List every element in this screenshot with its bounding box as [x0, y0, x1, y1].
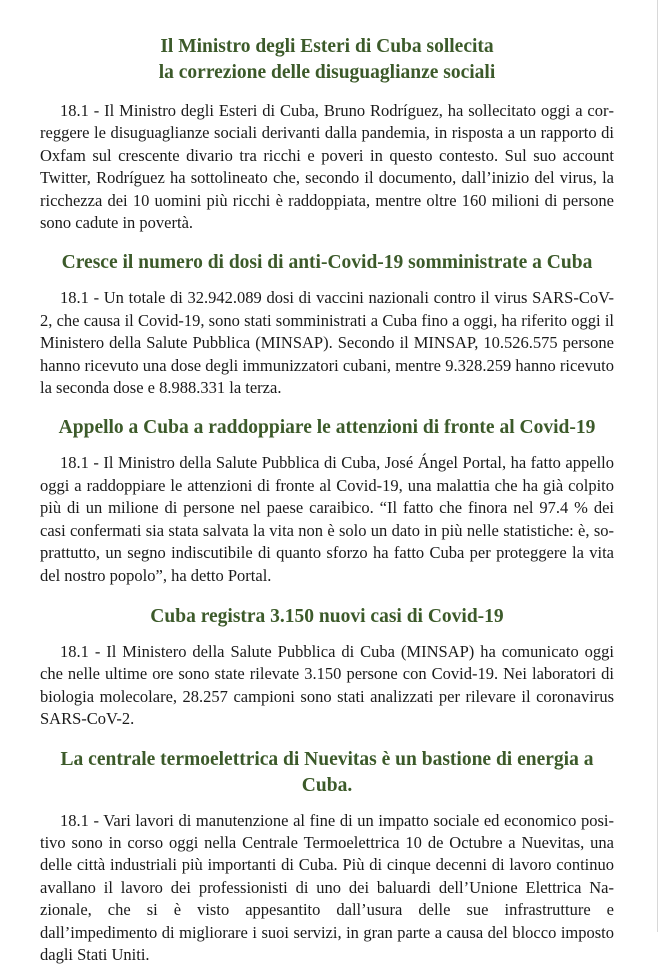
- headline-line: Il Ministro degli Esteri di Cuba sollecita: [160, 36, 494, 57]
- article-covid-appeal: [40, 415, 614, 586]
- article-vaccine-doses: [40, 250, 614, 399]
- article-headline: [40, 747, 614, 799]
- article-nuevitas-plant: [40, 747, 614, 966]
- headline-line: Appello a Cuba a raddoppiare le attenzioni di fronte al Covid-19: [58, 417, 596, 439]
- headline-line: la correzione delle disuguaglianze sociali: [158, 62, 496, 83]
- article-headline: [40, 604, 614, 630]
- headline-line: La centrale termoelettrica di Nuevitas è un bastione di energia a Cuba.: [60, 748, 594, 796]
- article-new-cases: [40, 604, 614, 731]
- headline-line: Cuba registra 3.150 nuovi casi di Covid-19: [150, 605, 504, 627]
- page-edge-rule: [657, 0, 658, 932]
- article-body: 18.1 - Il Ministro degli Esteri di Cuba, Bruno Rodríguez, ha sollecitato oggi a correggere le disuguaglianze sociali derivanti dalla pandemia, in risposta a un rapporto di Oxfam sul crescente divario tra ricchi e poveri in questo contesto. Sul suo account Twitter, Rodríguez ha sottolineato che, secondo il documento, dall’inizio del virus, la ricchezza dei 10 uomini più ricchi è raddoppiata, mentre oltre 160 milioni di persone sono cadute in povertà.: [40, 101, 614, 233]
- article-headline: [40, 415, 614, 441]
- article-foreign-minister: [40, 34, 614, 234]
- article-headline: [40, 250, 614, 276]
- article-headline: [40, 34, 614, 86]
- headline-line: Cresce il numero di dosi di anti-Covid-19 somministrate a Cuba: [61, 252, 593, 274]
- article-body: 18.1 - Il Ministero della Salute Pubblica di Cuba (MINSAP) ha comunicato oggi che nelle ultime ore sono state rilevate 3.150 persone con Covid-19. Nei laboratori di biologia molecolare, 28.257 campioni sono stati analizzati per rilevare il coronavirus SARS-CoV-2.: [40, 641, 614, 729]
- article-body: 18.1 - Il Ministro della Salute Pubblica di Cuba, José Ángel Portal, ha fatto appello oggi a raddoppiare le attenzioni di fronte al Covid-19, una malattia che ha già colpito più di un milione di persone nel paese caraibico. “Il fatto che finora nel 97.4 % dei casi confermati sia stata salvata la vita non è solo un dato in più nelle statistiche: è, soprattutto, un segno indiscutibile di quanto sforzo ha fatto Cuba per proteggere la vita del nostro popolo”, ha detto Portal.: [40, 453, 614, 585]
- article-body: 18.1 - Vari lavori di manutenzione al fine di un impatto sociale ed economico positivo sono in corso oggi nella Centrale Termoelettrica 10 de Octubre a Nuevitas, una delle città industriali più importanti di Cuba. Più di cinque decenni di lavoro continuo avallano il lavoro dei professionisti di uno dei baluardi dell’Unione Elettrica Nazionale, che si è visto appesantito dall’usura delle sue infrastrutture e dall’impedimento di migliorare i suoi servizi, in gran parte a causa del blocco imposto dagli Stati Uniti.: [40, 810, 614, 964]
- article-body: 18.1 - Un totale di 32.942.089 dosi di vaccini nazionali contro il virus SARS-CoV-2, che causa il Covid-19, sono stati somministrati a Cuba fino a oggi, ha riferito oggi il Ministero della Salute Pubblica (MINSAP). Secondo il MINSAP, 10.526.575 persone hanno ricevuto una dose degli immunizzatori cubani, mentre 9.328.259 hanno ricevuto la seconda dose e 8.988.331 la terza.: [40, 288, 614, 398]
